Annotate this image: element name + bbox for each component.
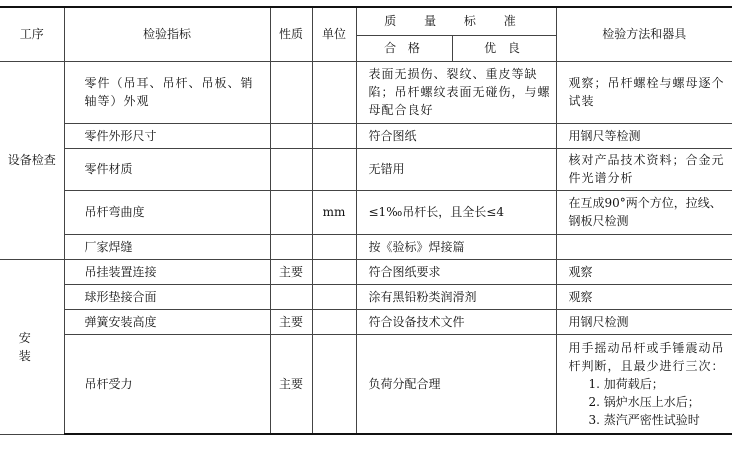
indicator-cell: 吊挂装置连接 — [64, 259, 270, 284]
method-cell: 用钢尺检测 — [556, 309, 732, 334]
table-row — [0, 148, 732, 190]
unit-cell: mm — [312, 190, 356, 234]
qualified-cell: 按《验标》焊接篇 — [356, 234, 556, 259]
table-row — [0, 234, 732, 259]
indicator-cell: 弹簧安装高度 — [64, 309, 270, 334]
indicator-cell: 零件材质 — [64, 148, 270, 190]
method-cell: 用钢尺等检测 — [556, 123, 732, 148]
header-quality-standard: 质 量 标 准 — [356, 7, 556, 35]
table-row — [0, 123, 732, 148]
header-unit: 单位 — [312, 7, 356, 61]
table-row — [0, 190, 732, 234]
unit-cell — [312, 284, 356, 309]
indicator-cell: 球形垫接合面 — [64, 284, 270, 309]
method-intro: 用手摇动吊杆或手锤震动吊杆判断，且最少进行三次： — [568, 340, 725, 373]
qualified-cell: 表面无损伤、裂纹、重皮等缺陷；吊杆螺纹表面无碰伤，与螺母配合良好 — [356, 61, 556, 123]
nature-cell: 主要 — [270, 259, 312, 284]
inspection-standard-table — [0, 6, 732, 435]
table-row — [0, 259, 732, 284]
nature-cell: 主要 — [270, 334, 312, 434]
header-nature: 性质 — [270, 7, 312, 61]
unit-cell — [312, 148, 356, 190]
indicator-cell: 零件外形尺寸 — [64, 123, 270, 148]
header-row-1 — [0, 7, 732, 35]
qualified-cell: 符合图纸要求 — [356, 259, 556, 284]
qualified-cell: 符合设备技术文件 — [356, 309, 556, 334]
method-step: 2. 锅炉水压上水后； — [588, 394, 700, 409]
unit-cell — [312, 61, 356, 123]
method-step: 3. 蒸汽严密性试验时 — [588, 412, 700, 427]
method-cell: 核对产品技术资料；合金元件光谱分析 — [556, 148, 732, 190]
method-cell: 观察；吊杆螺栓与螺母逐个试装 — [556, 61, 732, 123]
nature-cell: 主要 — [270, 309, 312, 334]
header-excellent: 优 良 — [452, 35, 556, 61]
unit-cell — [312, 123, 356, 148]
qualified-cell: 符合图纸 — [356, 123, 556, 148]
indicator-cell: 吊杆受力 — [64, 334, 270, 434]
indicator-cell: 零件（吊耳、吊杆、吊板、销轴等）外观 — [64, 61, 270, 123]
header-method: 检验方法和器具 — [556, 7, 732, 61]
table-row — [0, 334, 732, 434]
unit-cell — [312, 309, 356, 334]
table-row — [0, 284, 732, 309]
qualified-cell: 涂有黑铅粉类润滑剂 — [356, 284, 556, 309]
unit-cell — [312, 334, 356, 434]
method-cell — [556, 234, 732, 259]
nature-cell — [270, 234, 312, 259]
header-qualified: 合 格 — [356, 35, 452, 61]
nature-cell — [270, 61, 312, 123]
table-row — [0, 61, 732, 123]
unit-cell — [312, 234, 356, 259]
section-installation — [0, 259, 64, 434]
indicator-cell: 厂家焊缝 — [64, 234, 270, 259]
header-process: 工序 — [0, 7, 64, 61]
qualified-cell: 无错用 — [356, 148, 556, 190]
method-cell: 观察 — [556, 284, 732, 309]
nature-cell — [270, 148, 312, 190]
table-row — [0, 309, 732, 334]
indicator-cell: 吊杆弯曲度 — [64, 190, 270, 234]
section-installation-label: 安 装 — [18, 330, 45, 363]
nature-cell — [270, 123, 312, 148]
method-cell: 在互成90°两个方位，拉线、钢板尺检测 — [556, 190, 732, 234]
nature-cell — [270, 284, 312, 309]
qualified-cell: ≤1‰吊杆长，且全长≤4 — [356, 190, 556, 234]
unit-cell — [312, 259, 356, 284]
header-indicator: 检验指标 — [64, 7, 270, 61]
method-step: 1. 加荷载后； — [588, 376, 664, 391]
nature-cell — [270, 190, 312, 234]
method-cell — [556, 334, 732, 434]
qualified-cell: 负荷分配合理 — [356, 334, 556, 434]
method-cell: 观察 — [556, 259, 732, 284]
section-equipment: 设备检查 — [0, 61, 64, 259]
